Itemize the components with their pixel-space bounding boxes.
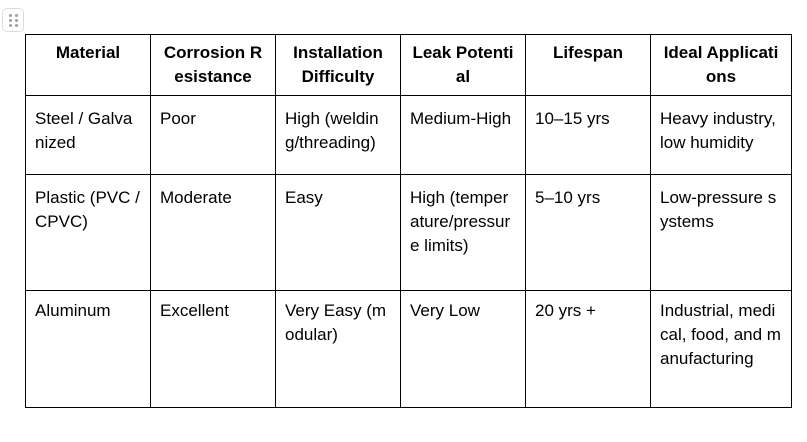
cell-ideal-applications: Industrial, medical, food, and manufacturing [651, 291, 792, 408]
cell-material: Steel / Galvanized [26, 96, 151, 175]
cell-leak-potential: High (temperature/pressure limits) [401, 175, 526, 291]
cell-corrosion-resistance: Excellent [151, 291, 276, 408]
header-corrosion-resistance: Corrosion Resistance [151, 35, 276, 96]
table-header-row [26, 35, 792, 96]
table-row [26, 291, 792, 408]
drag-handle-icon[interactable] [2, 8, 24, 32]
cell-lifespan: 5–10 yrs [526, 175, 651, 291]
header-ideal-applications: Ideal Applications [651, 35, 792, 96]
header-leak-potential: Leak Potential [401, 35, 526, 96]
cell-lifespan: 20 yrs + [526, 291, 651, 408]
cell-leak-potential: Medium-High [401, 96, 526, 175]
cell-leak-potential: Very Low [401, 291, 526, 408]
header-installation-difficulty: Installation Difficulty [276, 35, 401, 96]
cell-installation-difficulty: Easy [276, 175, 401, 291]
cell-material: Aluminum [26, 291, 151, 408]
cell-material: Plastic (PVC / CPVC) [26, 175, 151, 291]
cell-ideal-applications: Heavy industry, low humidity [651, 96, 792, 175]
cell-lifespan: 10–15 yrs [526, 96, 651, 175]
cell-ideal-applications: Low-pressure systems [651, 175, 792, 291]
header-material: Material [26, 35, 151, 96]
comparison-table [25, 34, 792, 408]
cell-corrosion-resistance: Poor [151, 96, 276, 175]
cell-installation-difficulty: Very Easy (modular) [276, 291, 401, 408]
table-row [26, 96, 792, 175]
cell-corrosion-resistance: Moderate [151, 175, 276, 291]
table-row [26, 175, 792, 291]
header-lifespan: Lifespan [526, 35, 651, 96]
cell-installation-difficulty: High (welding/threading) [276, 96, 401, 175]
